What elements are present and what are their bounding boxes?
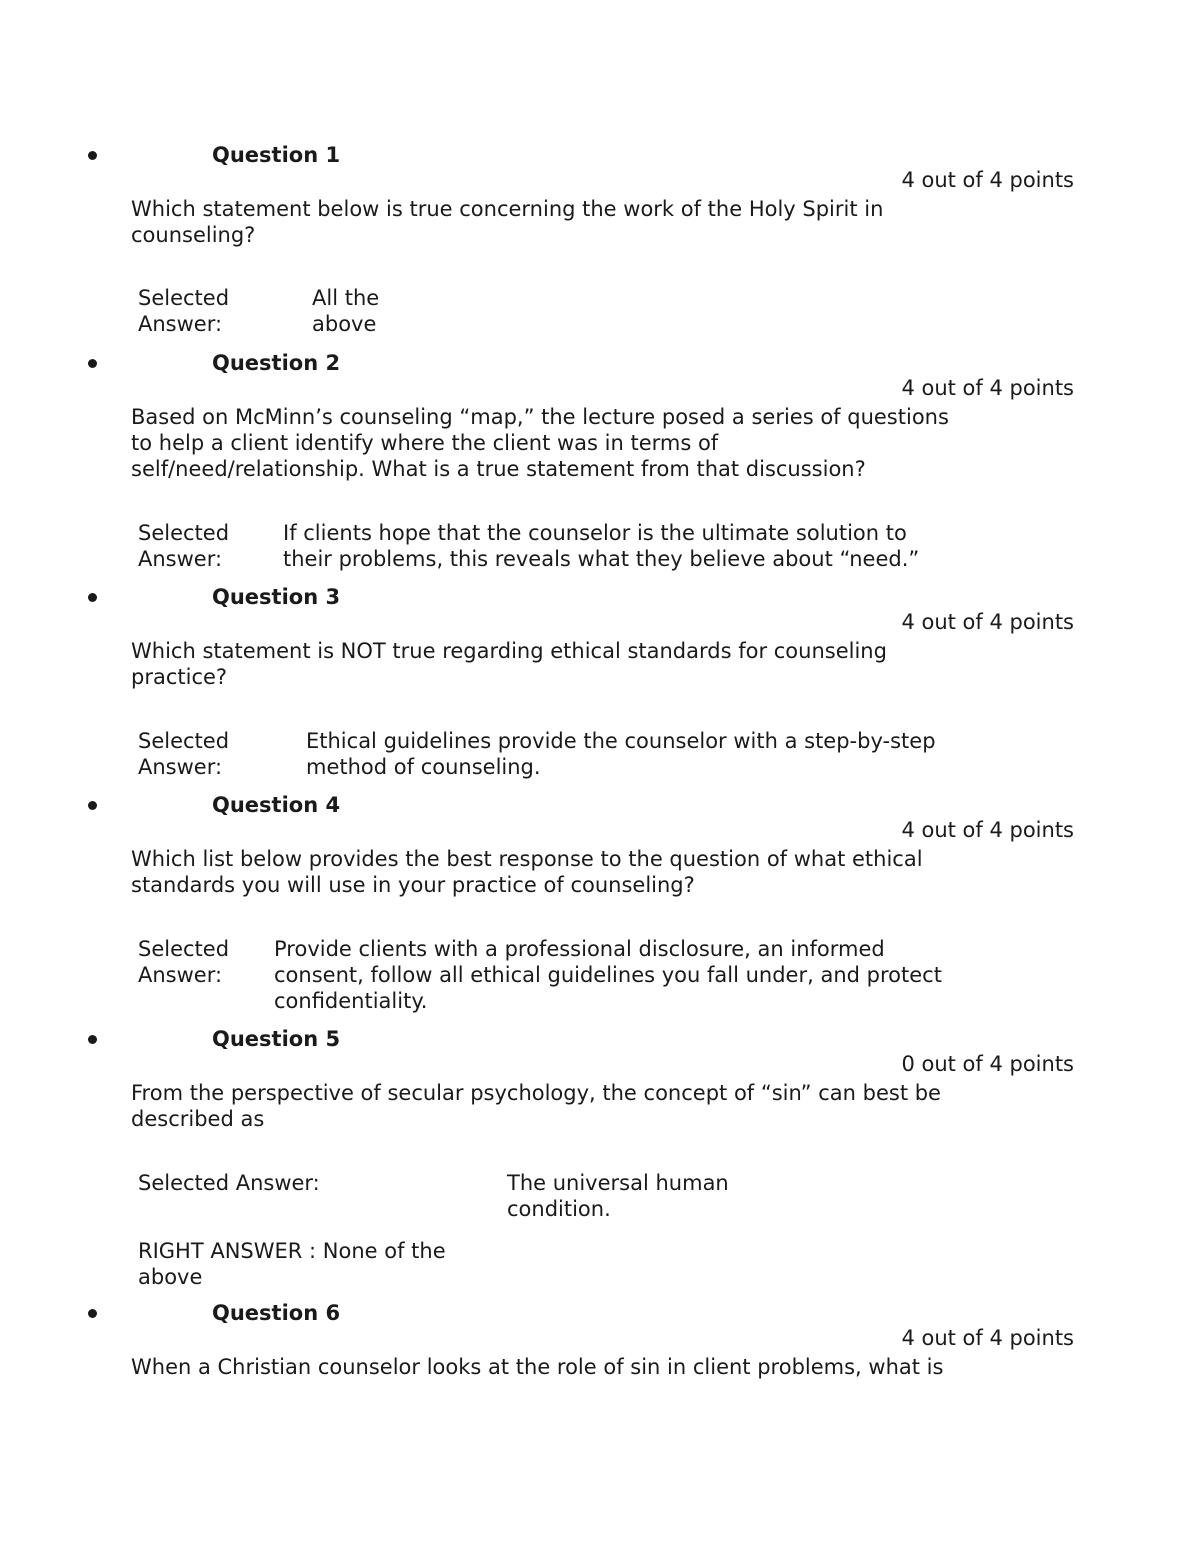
question-points: 4 out of 4 points <box>901 610 1074 634</box>
question-text-line: Which statement is NOT true regarding ethical standards for counseling <box>131 639 887 663</box>
question-text-line: Based on McMinn’s counseling “map,” the lecture posed a series of questions <box>131 405 949 429</box>
question-text-line: From the perspective of secular psychology, the concept of “sin” can best be <box>131 1081 941 1105</box>
bullet-icon <box>88 801 97 810</box>
selected-answer-label: Selected Answer: <box>138 521 230 571</box>
question-text <box>131 1080 1031 1132</box>
selected-answer-value: If clients hope that the counselor is the ultimate solution to their problems, this reveals what they believe about “need.” <box>283 521 920 571</box>
question-text-line: to help a client identify where the client was in terms of <box>131 431 719 455</box>
question-text-line: Which list below provides the best response to the question of what ethical <box>131 847 923 871</box>
selected-answer-value: The universal human condition. <box>507 1171 729 1221</box>
selected-answer-value: Provide clients with a professional disclosure, an informed consent, follow all ethical guidelines you fall under, and protect confidentiality. <box>274 937 942 1013</box>
question-points: 4 out of 4 points <box>901 376 1074 400</box>
bullet-icon <box>88 359 97 368</box>
question-text-line: Which statement below is true concerning the work of the Holy Spirit in <box>131 197 884 221</box>
question-points: 4 out of 4 points <box>901 818 1074 842</box>
question-title: Question 5 <box>212 1027 341 1051</box>
question-text <box>131 404 1031 482</box>
question-text-line: When a Christian counselor looks at the role of sin in client problems, what is <box>131 1355 944 1379</box>
question-title: Question 2 <box>212 351 341 375</box>
bullet-icon <box>88 151 97 160</box>
question-title: Question 4 <box>212 793 341 817</box>
bullet-icon <box>88 1309 97 1318</box>
question-text-line: described as <box>131 1107 265 1131</box>
question-title: Question 3 <box>212 585 341 609</box>
question-points: 4 out of 4 points <box>901 168 1074 192</box>
question-text-line: self/need/relationship. What is a true statement from that discussion? <box>131 457 866 481</box>
question-text-line: counseling? <box>131 223 256 247</box>
question-points: 0 out of 4 points <box>901 1052 1074 1076</box>
selected-answer-value: Ethical guidelines provide the counselor with a step-by-step method of counseling. <box>306 729 936 779</box>
question-text-line: practice? <box>131 665 228 689</box>
question-text <box>131 1354 1031 1380</box>
question-title: Question 6 <box>212 1301 341 1325</box>
right-answer-label: RIGHT ANSWER : None of the above <box>138 1239 446 1289</box>
question-text <box>131 196 1031 248</box>
bullet-icon <box>88 593 97 602</box>
selected-answer-label: Selected Answer: <box>138 286 230 336</box>
question-text <box>131 638 1031 690</box>
selected-answer-label: Selected Answer: <box>138 937 230 987</box>
selected-answer-label: Selected Answer: <box>138 1171 320 1195</box>
selected-answer-label: Selected Answer: <box>138 729 230 779</box>
question-text-line: standards you will use in your practice of counseling? <box>131 873 695 897</box>
question-points: 4 out of 4 points <box>901 1326 1074 1350</box>
question-text <box>131 846 1031 898</box>
question-title: Question 1 <box>212 143 341 167</box>
bullet-icon <box>88 1035 97 1044</box>
selected-answer-value: All the above <box>312 286 380 336</box>
